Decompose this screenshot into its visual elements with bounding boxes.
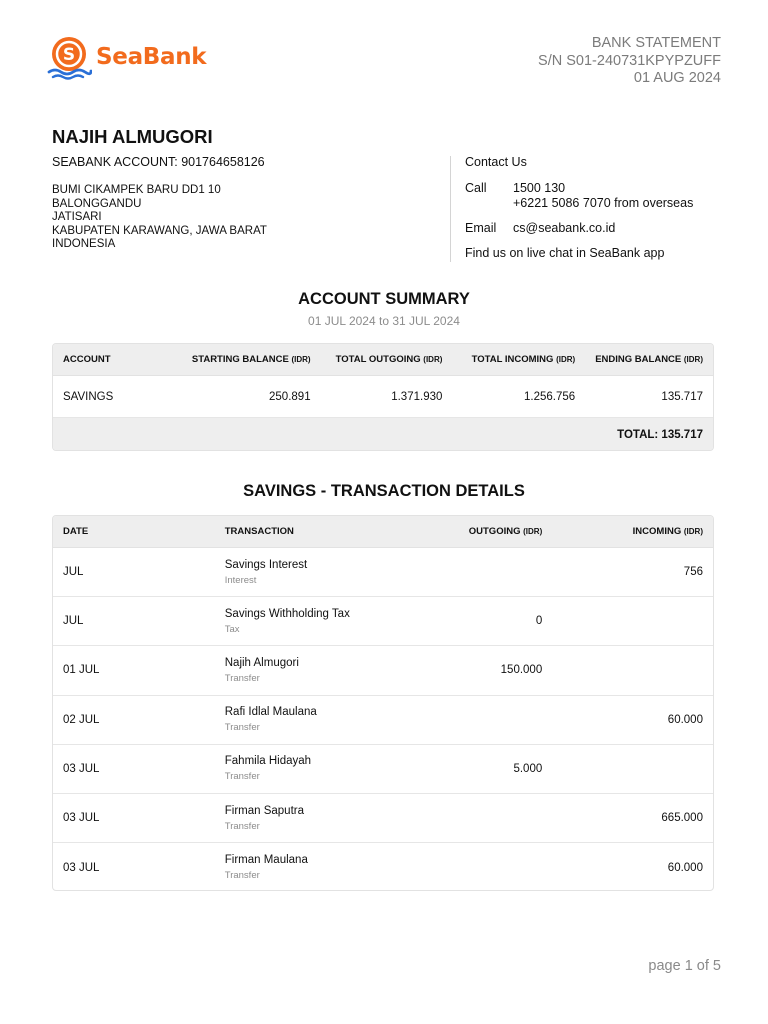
svg-text:S: S	[62, 45, 76, 65]
header-outgoing: OUTGOING (IDR)	[468, 526, 543, 537]
contact-title: Contact Us	[465, 155, 527, 169]
summary-ending: 135.717	[661, 390, 703, 403]
page-indicator: page 1 of 5	[648, 958, 721, 974]
tx-name: Najih Almugori	[224, 656, 299, 669]
summary-account: SAVINGS	[63, 390, 114, 403]
header-starting-balance: STARTING BALANCE (IDR)	[191, 354, 311, 365]
address-line: JATISARI	[52, 211, 102, 223]
seabank-logo	[46, 34, 206, 80]
tx-type: Interest	[224, 574, 257, 586]
tx-name: Firman Saputra	[224, 804, 305, 817]
transaction-details-title: SAVINGS - TRANSACTION DETAILS	[243, 482, 525, 500]
address-line: BUMI CIKAMPEK BARU DD1 10	[52, 184, 221, 196]
summary-outgoing: 1.371.930	[391, 390, 443, 403]
tx-outgoing: 0	[535, 615, 543, 628]
account-holder-name: NAJIH ALMUGORI	[52, 126, 213, 147]
tx-type: Transfer	[224, 771, 260, 783]
tx-outgoing: 150.000	[500, 664, 543, 677]
tx-date: 03 JUL	[63, 762, 100, 775]
account-summary-title: ACCOUNT SUMMARY	[298, 290, 470, 308]
serial-number: S/N S01-240731KPYPZUFF	[538, 52, 721, 69]
header-transaction: TRANSACTION	[224, 526, 294, 537]
tx-incoming: 60.000	[667, 861, 703, 874]
table-row	[53, 745, 713, 794]
transaction-header-row	[53, 516, 713, 548]
table-row	[53, 646, 713, 695]
tx-description	[215, 608, 415, 635]
summary-incoming: 1.256.756	[524, 390, 576, 403]
account-summary-table	[52, 343, 714, 451]
address-line: KABUPATEN KARAWANG, JAWA BARAT	[52, 224, 267, 237]
tx-description	[215, 706, 415, 733]
table-row	[53, 794, 713, 843]
tx-type: Transfer	[224, 672, 260, 684]
tx-date: JUL	[63, 566, 84, 579]
header-incoming: INCOMING (IDR)	[632, 526, 703, 537]
tx-date: JUL	[63, 615, 84, 628]
summary-header-row	[53, 344, 713, 376]
header-ending-balance: ENDING BALANCE (IDR)	[595, 354, 703, 365]
email-address: cs@seabank.co.id	[513, 221, 616, 235]
tx-name: Savings Withholding Tax	[224, 607, 350, 620]
tx-name: Savings Interest	[224, 558, 308, 571]
address-line: INDONESIA	[52, 238, 116, 250]
contact-email	[465, 221, 693, 236]
doc-type: BANK STATEMENT	[591, 35, 721, 51]
email-label: Email	[465, 221, 497, 235]
tx-type: Transfer	[224, 870, 260, 882]
summary-total: TOTAL: 135.717	[617, 428, 703, 441]
tx-name: Rafi Idlal Maulana	[224, 706, 317, 719]
statement-meta	[538, 35, 721, 88]
tx-description	[215, 755, 415, 782]
call-label: Call	[465, 181, 487, 195]
header-account: ACCOUNT	[63, 354, 111, 365]
holder-address	[52, 184, 267, 252]
header-divider	[450, 156, 451, 262]
header-total-incoming: TOTAL INCOMING (IDR)	[471, 354, 576, 365]
tx-description	[215, 657, 415, 684]
tx-name: Fahmila Hidayah	[224, 755, 312, 768]
header-date: DATE	[63, 526, 89, 537]
tx-description	[215, 559, 415, 586]
tx-type: Transfer	[224, 820, 260, 832]
live-chat-note: Find us on live chat in SeaBank app	[465, 246, 665, 260]
contact-block	[465, 155, 693, 260]
tx-incoming: 60.000	[667, 713, 703, 726]
table-row	[53, 376, 713, 418]
header-total-outgoing: TOTAL OUTGOING (IDR)	[335, 354, 443, 365]
tx-date: 01 JUL	[63, 664, 100, 677]
address-line: BALONGGANDU	[52, 197, 142, 210]
table-row	[53, 597, 713, 646]
transaction-body	[53, 548, 713, 891]
table-row	[53, 548, 713, 597]
tx-incoming: 756	[683, 566, 703, 579]
tx-incoming: 665.000	[661, 812, 703, 825]
tx-outgoing: 5.000	[513, 762, 543, 775]
account-number: SEABANK ACCOUNT: 901764658126	[52, 155, 265, 169]
tx-type: Tax	[224, 623, 240, 635]
tx-description	[215, 805, 415, 832]
summary-starting: 250.891	[269, 390, 311, 403]
brand-name: SeaBank	[96, 44, 207, 70]
seabank-logo-icon	[46, 34, 92, 80]
call-overseas-number: +6221 5086 7070 from overseas	[513, 196, 694, 210]
table-row	[53, 696, 713, 745]
summary-total-row	[53, 418, 713, 451]
tx-type: Transfer	[224, 722, 260, 734]
contact-call	[465, 181, 693, 211]
tx-date: 03 JUL	[63, 861, 100, 874]
tx-date: 03 JUL	[63, 812, 100, 825]
table-row	[53, 843, 713, 891]
tx-date: 02 JUL	[63, 713, 100, 726]
summary-period: 01 JUL 2024 to 31 JUL 2024	[308, 314, 460, 328]
call-local-number: 1500 130	[513, 181, 566, 195]
tx-description	[215, 854, 415, 881]
transaction-table	[52, 515, 714, 891]
tx-name: Firman Maulana	[224, 854, 308, 867]
statement-date: 01 AUG 2024	[633, 70, 721, 86]
